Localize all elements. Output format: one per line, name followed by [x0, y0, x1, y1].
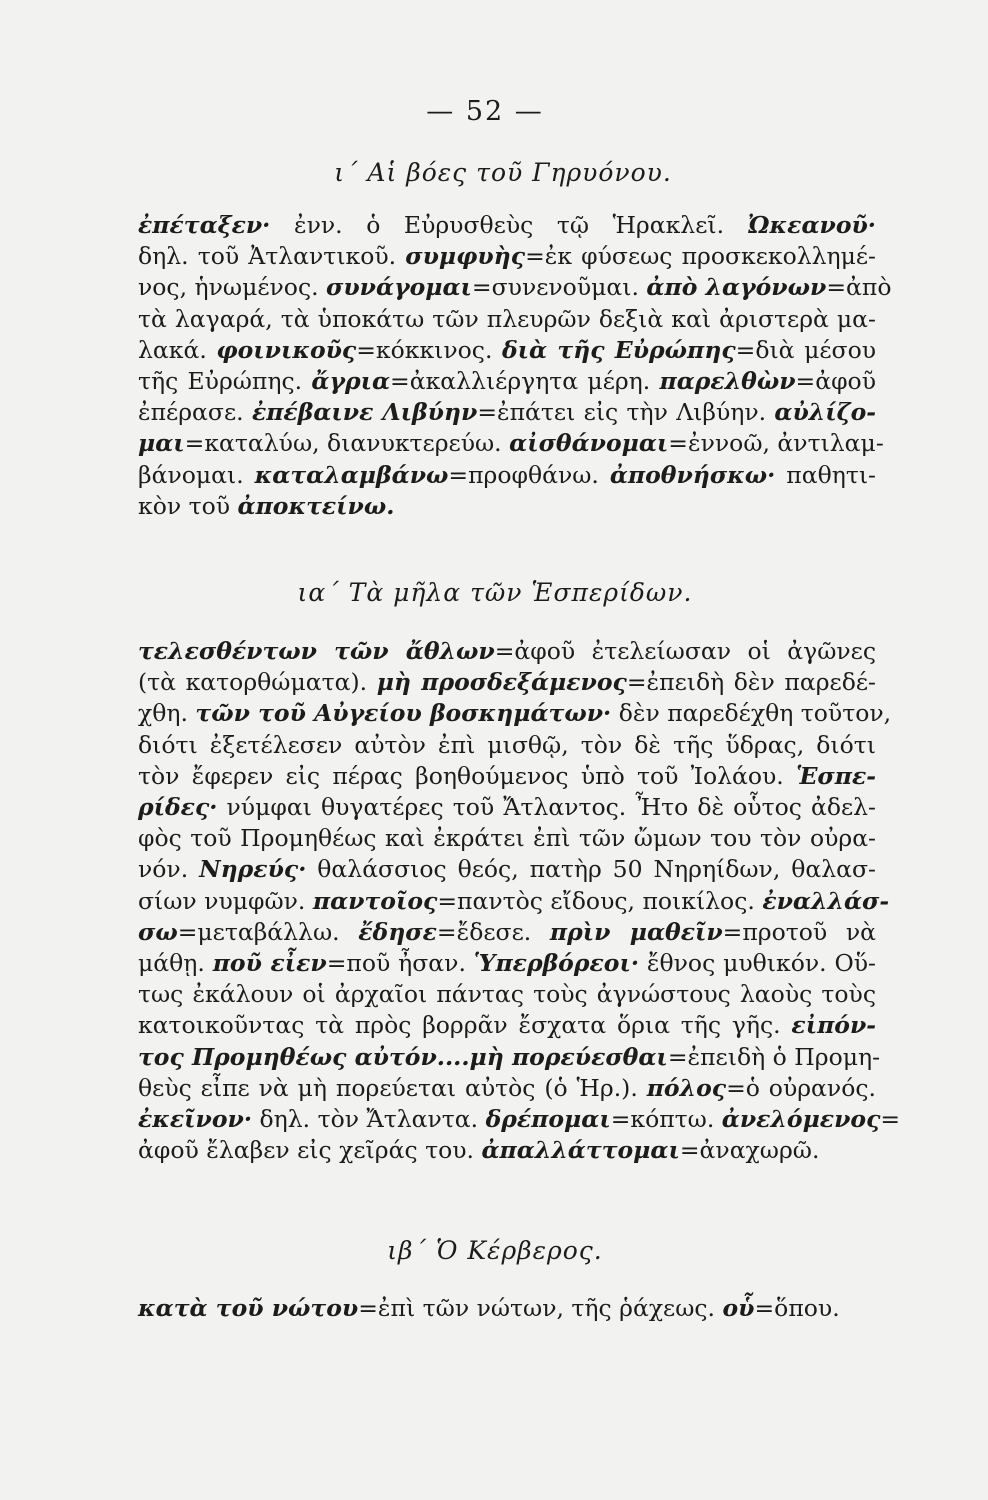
gloss-text: =ὅπου.	[754, 1294, 840, 1322]
text-line	[138, 1135, 876, 1166]
text-line	[138, 1104, 901, 1135]
gloss-text: ἐπέρασε.	[138, 398, 252, 427]
gloss-text: =ἔδεσε.	[436, 917, 550, 946]
glossary-term: ἀνελόμενος	[721, 1105, 881, 1134]
text-line	[138, 210, 876, 241]
text-line	[138, 730, 876, 761]
glossary-term: Ὠκεανοῦ·	[747, 211, 876, 239]
glossary-term: δρέπομαι	[485, 1105, 611, 1134]
gloss-text: τὰ λαγαρά, τὰ ὑποκάτω τῶν πλευρῶν δεξιὰ καὶ ἀριστερὰ μα-	[138, 304, 876, 333]
gloss-text: =ἀπὸ	[826, 273, 892, 302]
gloss-text: ἀφοῦ ἔλαβεν εἰς χεῖράς του.	[138, 1136, 482, 1165]
glossary-paragraph-geryon	[138, 210, 892, 522]
gloss-text: =ἐννοῶ, ἀντιλαμ-	[668, 429, 884, 458]
gloss-text: τὸν ἔφερεν εἰς πέρας βοηθούμενος ὑπὸ τοῦ Ἰολάου.	[138, 761, 797, 790]
glossary-term: ἄγρια	[311, 367, 391, 396]
gloss-text: =προτοῦ νὰ	[722, 917, 877, 946]
text-line	[138, 1073, 876, 1104]
text-line	[138, 636, 876, 667]
gloss-text: διότι ἐξετέλεσεν αὐτὸν ἐπὶ μισθῷ, τὸν δὲ τῆς ὕδρας, διότι	[138, 730, 876, 759]
text-line	[138, 761, 876, 792]
gloss-text: =προφθάνω.	[448, 460, 610, 489]
glossary-term: ἐπέταξεν·	[138, 211, 271, 239]
gloss-text: =διὰ μέσου	[735, 335, 877, 364]
gloss-text: =κόπτω.	[610, 1105, 722, 1134]
gloss-text: =ἀναχωρῶ.	[679, 1136, 820, 1165]
gloss-text: ἐνν. ὁ Εὐρυσθεὺς τῷ Ἡρακλεῖ.	[270, 211, 748, 239]
glossary-term: συμφυὴς	[405, 242, 526, 271]
gloss-text: =μεταβάλλω.	[177, 917, 359, 946]
gloss-text: σίων νυμφῶν.	[138, 886, 313, 915]
glossary-term: κατὰ τοῦ νώτου	[138, 1294, 359, 1322]
text-line	[138, 272, 892, 303]
text-line	[138, 428, 884, 459]
gloss-text: =παντὸς εἴδους, ποικίλος.	[437, 886, 763, 915]
glossary-term: ποῦ εἶεν	[212, 949, 327, 978]
glossary-term: συνάγομαι	[326, 273, 472, 302]
glossary-term: ἔδησε	[358, 917, 437, 946]
glossary-term: οὗ	[722, 1294, 755, 1322]
gloss-text: δὲν παρεδέχθη τοῦτον,	[611, 699, 892, 728]
glossary-term: αἰσθάνομαι	[509, 429, 669, 458]
text-line	[138, 1293, 876, 1324]
glossary-term: ἐκεῖνον·	[138, 1105, 253, 1134]
glossary-term: ρίδες·	[138, 793, 218, 822]
glossary-term: Ἑσπε-	[796, 761, 876, 790]
gloss-text: δηλ. τοῦ Ἀτλαντικοῦ.	[138, 242, 406, 271]
glossary-term: διὰ τῆς Εὐρώπης	[501, 335, 736, 364]
text-line	[138, 1042, 881, 1073]
text-line	[138, 1010, 876, 1041]
gloss-text: φὸς τοῦ Προμηθέως καὶ ἐκράτει ἐπὶ τῶν ὤμων του τὸν οὐρα-	[138, 824, 876, 853]
glossary-term: τελεσθέντων τῶν ἄθλων	[138, 637, 495, 665]
gloss-text: δηλ. τὸν Ἄτλαντα.	[252, 1105, 486, 1134]
gloss-text: =ἀφοῦ	[795, 367, 876, 396]
section-heading-hesperides: ια΄ Τὰ μῆλα τῶν Ἑσπερίδων.	[297, 578, 693, 607]
section-heading-geryon: ι΄ Αἱ βόες τοῦ Γηρυόνου.	[334, 158, 672, 187]
glossary-term: ἀπὸ λαγόνων	[646, 273, 827, 302]
gloss-text: θαλάσσιος θεός, πατὴρ 50 Νηρηίδων, θαλασ-	[306, 855, 876, 884]
glossary-term: σω	[138, 917, 178, 946]
gloss-text: =ἀκαλλιέργητα μέρη.	[390, 367, 660, 396]
glossary-term: φοινικοῦς	[216, 335, 357, 364]
text-line	[138, 886, 890, 917]
gloss-text: =ἐκ φύσεως προσκεκολλημέ-	[525, 242, 876, 271]
text-line	[138, 366, 876, 397]
gloss-text: (τὰ κατορθώματα).	[138, 668, 377, 697]
text-line	[138, 823, 876, 854]
gloss-text: κατοικοῦντας τὰ πρὸς βορρᾶν ἔσχατα ὅρια τῆς γῆς.	[138, 1011, 792, 1040]
glossary-term: εἰπόν-	[791, 1011, 876, 1040]
glossary-term: αὐλίζο-	[774, 398, 877, 427]
text-line	[138, 979, 876, 1010]
text-line	[138, 491, 876, 522]
glossary-term: ἀποκτείνω.	[237, 491, 395, 520]
gloss-text: παθητι-	[775, 460, 876, 489]
glossary-term: μαι	[138, 429, 185, 458]
gloss-text: =ὁ οὐρανός.	[726, 1073, 876, 1102]
gloss-text: =ἐπειδὴ δὲν παρεδέ-	[626, 668, 876, 697]
glossary-term: τος Προμηθέως αὐτόν....μὴ πορεύεσθαι	[138, 1042, 668, 1071]
text-line	[138, 948, 876, 979]
glossary-term: παρελθὼν	[659, 367, 796, 396]
gloss-text: =ἐπειδὴ ὁ Προμη-	[667, 1042, 881, 1071]
glossary-paragraph-hesperides	[138, 636, 901, 1166]
gloss-text: τως ἐκάλουν οἱ ἀρχαῖοι πάντας τοὺς ἀγνώστους λαοὺς τοὺς	[138, 980, 876, 1009]
glossary-term: μὴ προσδεξάμενος	[376, 668, 627, 697]
gloss-text: νόν.	[138, 855, 200, 884]
text-line	[138, 304, 876, 335]
glossary-term: ἀποθνήσκω·	[609, 460, 776, 489]
text-line	[138, 698, 892, 729]
gloss-text: λακά.	[138, 335, 217, 364]
gloss-text: =	[880, 1105, 901, 1134]
glossary-term: ἀπαλλάττομαι	[481, 1136, 680, 1165]
text-line	[138, 241, 876, 272]
gloss-text: τῆς Εὐρώπης.	[138, 367, 312, 396]
text-line	[138, 335, 876, 366]
glossary-term: καταλαμβάνω	[254, 460, 449, 489]
gloss-text: κὸν τοῦ	[138, 491, 238, 520]
glossary-term: Νηρεύς·	[199, 855, 307, 884]
text-line	[138, 917, 876, 948]
text-line	[138, 792, 876, 823]
glossary-term: παντοῖος	[312, 886, 438, 915]
text-line	[138, 854, 876, 885]
gloss-text: βάνομαι.	[138, 460, 255, 489]
gloss-text: νος, ἡνωμένος.	[138, 273, 327, 302]
gloss-text: =ποῦ ἦσαν.	[326, 949, 474, 978]
gloss-text: =καταλύω, διανυκτερεύω.	[184, 429, 510, 458]
gloss-text: χθη.	[138, 699, 196, 728]
text-line	[138, 667, 876, 698]
page-number: — 52 —	[426, 96, 544, 127]
gloss-text: ἔθνος μυθικόν. Οὕ-	[639, 949, 876, 978]
glossary-term: ἐπέβαινε Λιβύην	[251, 398, 478, 427]
glossary-term: ἐναλλάσ-	[762, 886, 890, 915]
glossary-term: πόλος	[646, 1073, 727, 1102]
gloss-text: =ἐπάτει εἰς τὴν Λιβύην.	[477, 398, 775, 427]
text-line	[138, 397, 876, 428]
text-line	[138, 460, 876, 491]
gloss-text: =κόκκινος.	[356, 335, 502, 364]
glossary-term: πρὶν μαθεῖν	[549, 917, 723, 946]
gloss-text: =συνενοῦμαι.	[471, 273, 647, 302]
gloss-text: νύμφαι θυγατέρες τοῦ Ἄτλαντος. Ἦτο δὲ οὗτος ἀδελ-	[217, 793, 876, 822]
section-heading-cerberus: ιβ΄ Ὁ Κέρβερος.	[387, 1236, 603, 1265]
glossary-term: τῶν τοῦ Αὐγείου βοσκημάτων·	[195, 699, 612, 728]
gloss-text: =ἐπὶ τῶν νώτων, τῆς ῥάχεως.	[358, 1294, 723, 1322]
gloss-text: θεὺς εἶπε νὰ μὴ πορεύεται αὐτὸς (ὁ Ἡρ.).	[138, 1073, 647, 1102]
gloss-text: μάθῃ.	[138, 949, 213, 978]
glossary-paragraph-cerberus	[138, 1293, 876, 1324]
glossary-term: Ὑπερβόρεοι·	[473, 949, 639, 978]
gloss-text: =ἀφοῦ ἐτελείωσαν οἱ ἀγῶνες	[494, 637, 876, 665]
